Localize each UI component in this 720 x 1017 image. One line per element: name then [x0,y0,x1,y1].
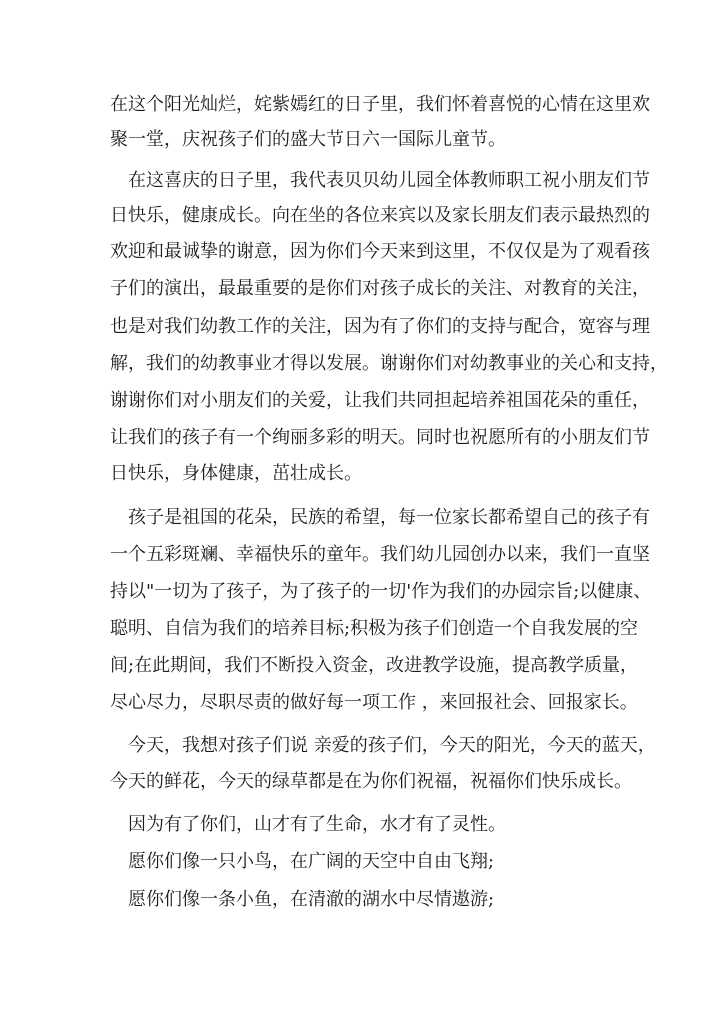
text-line: 也是对我们幼教工作的关注，因为有了你们的支持与配合，宽容与理 [110,316,650,337]
text-line: 间;在此期间，我们不断投入资金，改进教学设施，提高教学质量， [110,655,639,676]
text-line: 因为有了你们，山才有了生命，水才有了灵性。 [128,814,506,835]
text-line: 持以"一切为了孩子，为了孩子的一切'作为我们的办园宗旨;以健康、 [110,581,652,602]
text-line: 愿你们像一条小鱼，在清澈的湖水中尽情遨游; [128,889,495,910]
text-line: 尽心尽力，尽职尽责的做好每一项工作 ，来回报社会、回报家长。 [110,692,638,713]
text-line: 谢谢你们对小朋友们的关爱，让我们共同担起培养祖国花朵的重任， [110,390,650,411]
text-line: 聪明、自信为我们的培养目标;积极为孩子们创造一个自我发展的空 [110,618,639,639]
text-line: 聚一堂，庆祝孩子们的盛大节日六一国际儿童节。 [110,129,506,150]
text-line: 一个五彩斑斓、幸福快乐的童年。我们幼儿园创办以来，我们一直坚 [110,544,650,565]
text-line: 日快乐，身体健康，茁壮成长。 [110,463,362,484]
text-line: 日快乐，健康成长。向在坐的各位来宾以及家长朋友们表示最热烈的 [110,205,650,226]
text-line: 愿你们像一只小鸟，在广阔的天空中自由飞翔; [128,851,495,872]
text-line: 今天，我想对孩子们说 亲爱的孩子们，今天的阳光，今天的蓝天， [128,735,656,756]
text-line: 解，我们的幼教事业才得以发展。谢谢你们对幼教事业的关心和支持， [110,353,668,374]
text-line: 在这喜庆的日子里，我代表贝贝幼儿园全体教师职工祝小朋友们节 [128,170,650,191]
text-line: 今天的鲜花，今天的绿草都是在为你们祝福，祝福你们快乐成长。 [110,771,632,792]
text-line: 让我们的孩子有一个绚丽多彩的明天。同时也祝愿所有的小朋友们节 [110,427,650,448]
text-line: 欢迎和最诚挚的谢意，因为你们今天来到这里，不仅仅是为了观看孩 [110,241,650,262]
text-line: 子们的演出，最最重要的是你们对孩子成长的关注、对教育的关注， [110,278,650,299]
text-line: 在这个阳光灿烂，姹紫嫣红的日子里，我们怀着喜悦的心情在这里欢 [110,94,650,115]
text-line: 孩子是祖国的花朵，民族的希望，每一位家长都希望自己的孩子有 [128,507,650,528]
